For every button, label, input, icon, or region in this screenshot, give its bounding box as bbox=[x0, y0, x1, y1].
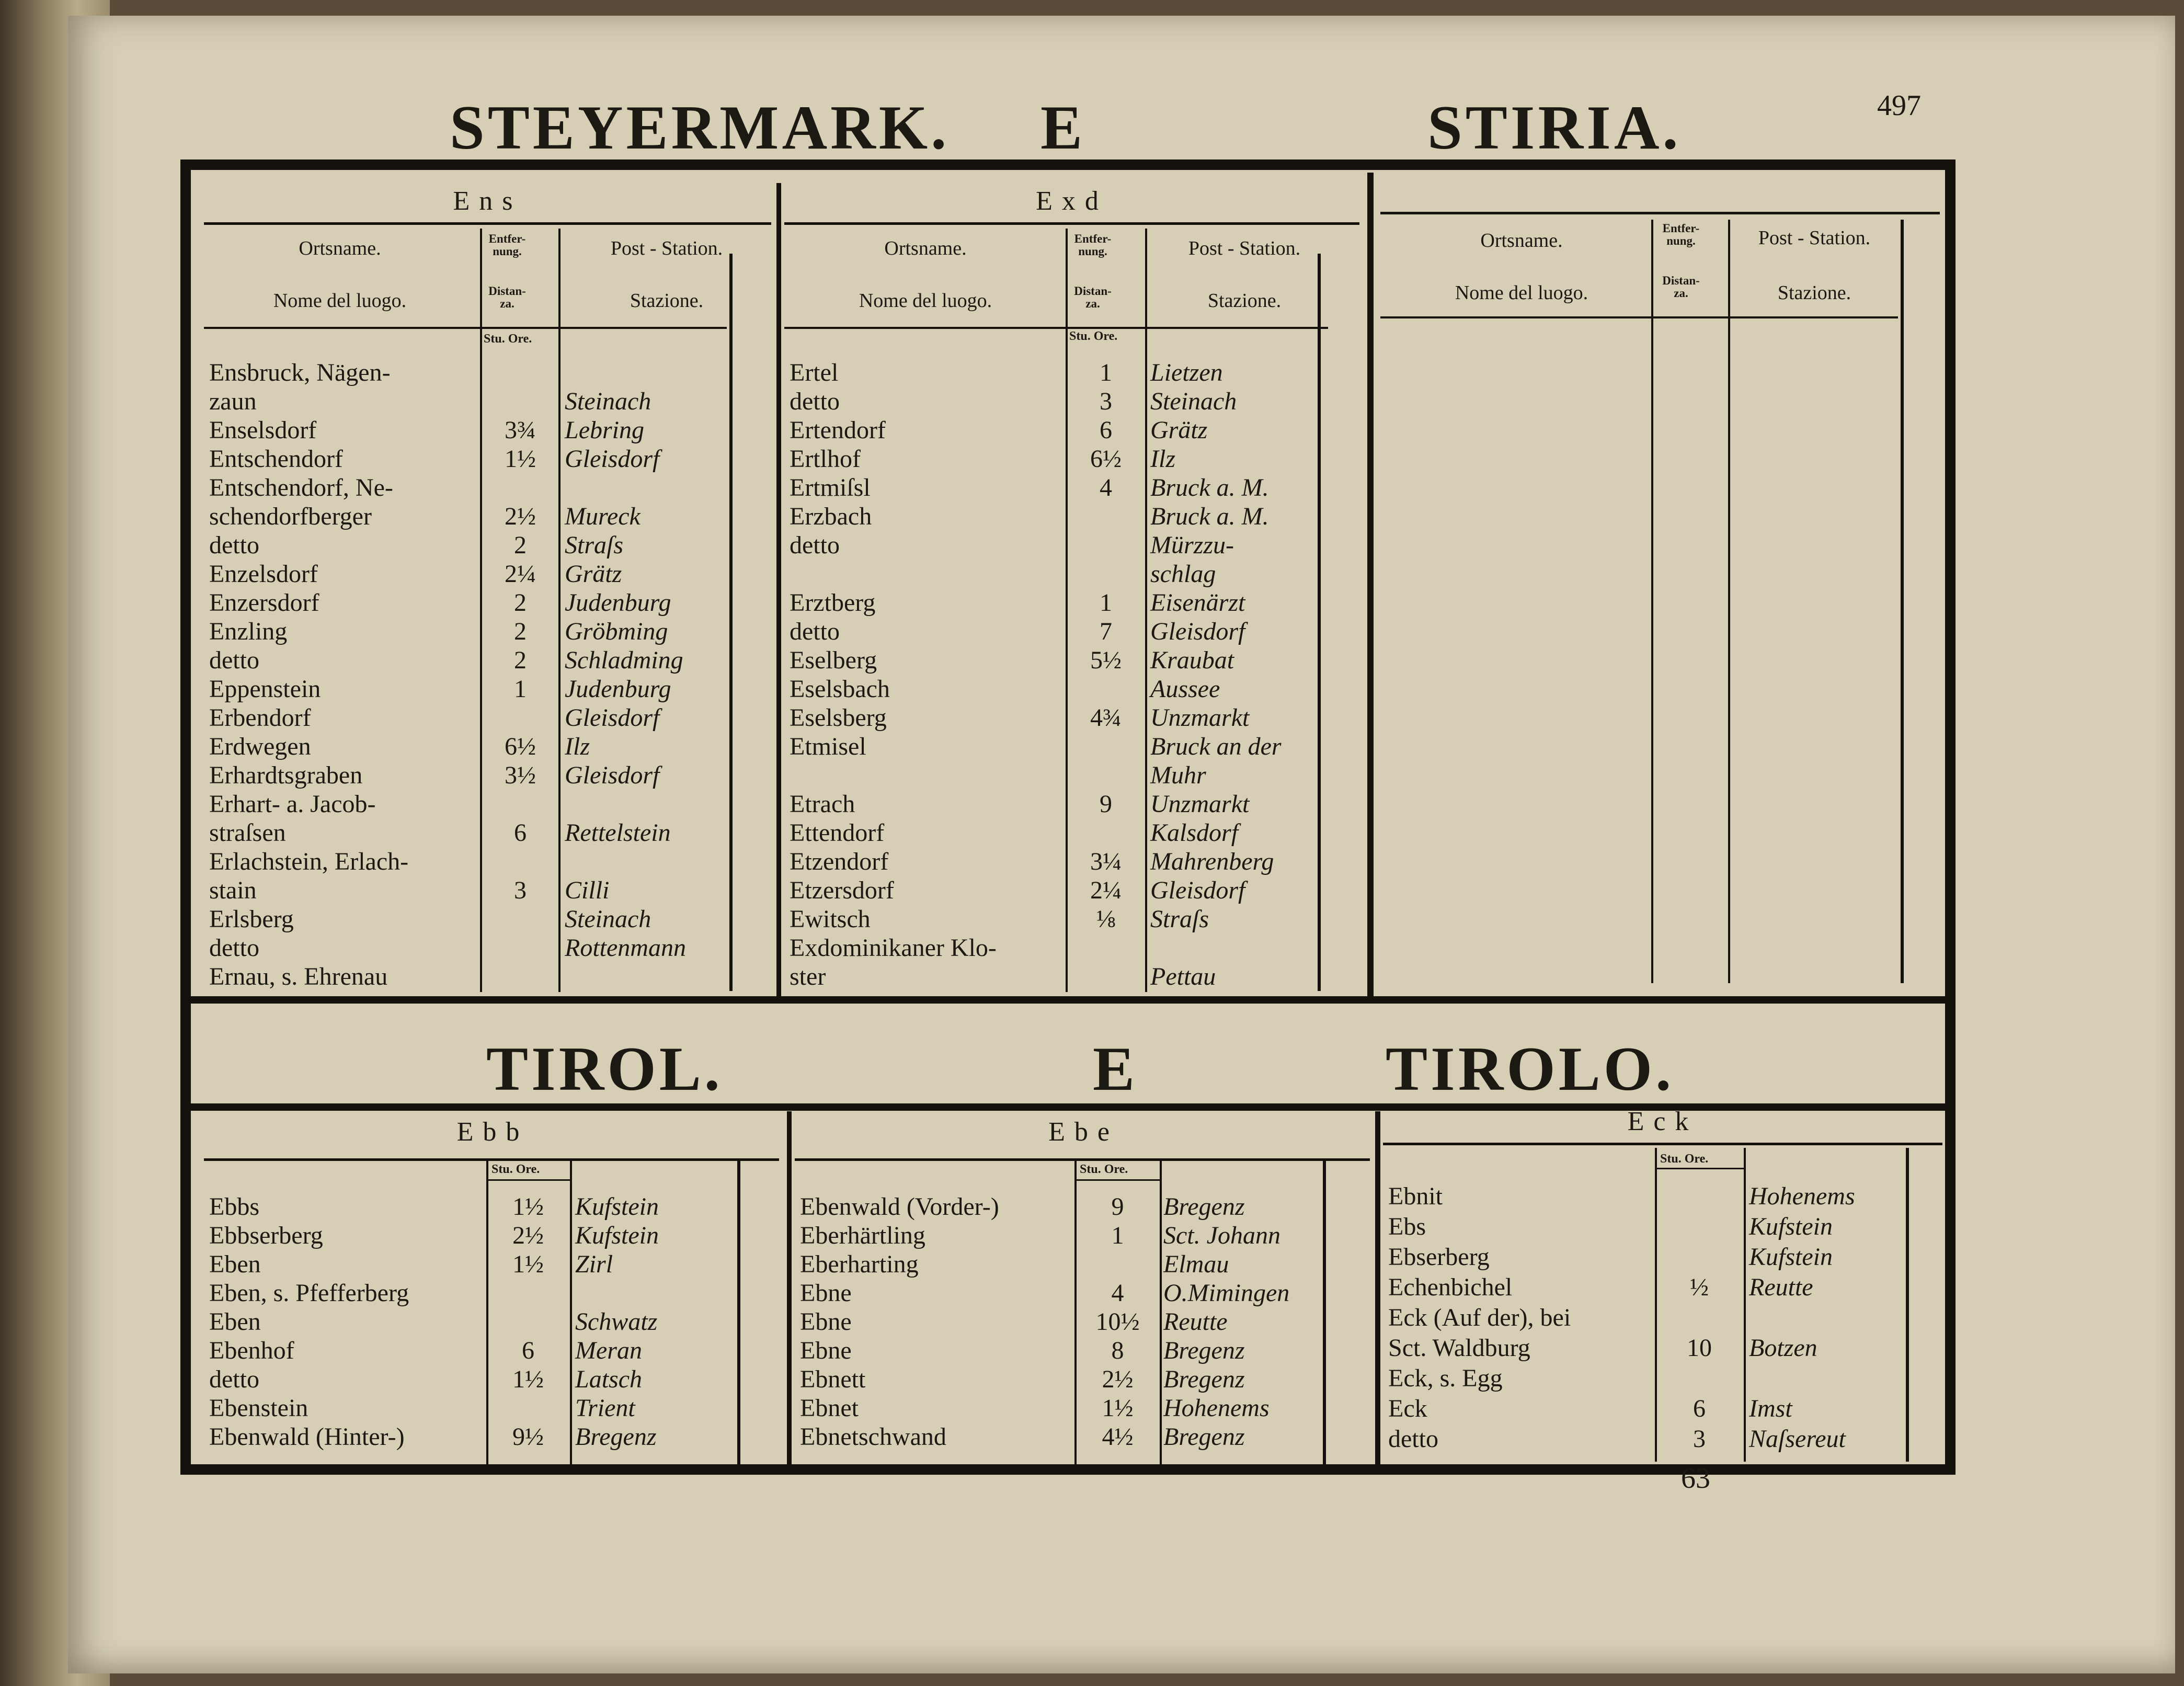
distance: 4 bbox=[1100, 474, 1112, 502]
place-name: zaun bbox=[209, 388, 257, 415]
page-number: 497 bbox=[1877, 89, 1921, 122]
place-name: Ebbs bbox=[209, 1193, 259, 1221]
post-station: Kalsdorf bbox=[1150, 819, 1239, 847]
place-name: detto bbox=[790, 388, 840, 415]
post-station: Schwatz bbox=[575, 1308, 658, 1336]
post-station: Unzmarkt bbox=[1150, 704, 1250, 732]
table-row bbox=[784, 531, 1359, 560]
place-name: Ebenhof bbox=[209, 1337, 294, 1364]
table-row bbox=[784, 761, 1359, 790]
post-station: Judenburg bbox=[565, 675, 671, 703]
post-station: Steinach bbox=[1150, 388, 1237, 415]
post-station: Steinach bbox=[565, 388, 651, 415]
distance: 8 bbox=[1111, 1337, 1124, 1364]
block-ebb bbox=[204, 1111, 782, 1467]
place-name: stain bbox=[209, 876, 257, 904]
place-name: Erlsberg bbox=[209, 905, 294, 933]
post-station: Bregenz bbox=[1163, 1423, 1245, 1451]
place-name: Ebnit bbox=[1388, 1182, 1443, 1210]
place-name: Ertel bbox=[790, 359, 839, 386]
table-row bbox=[204, 387, 771, 416]
post-station: Lebring bbox=[565, 416, 645, 444]
distance: 1½ bbox=[512, 1365, 544, 1393]
distance: 1½ bbox=[512, 1193, 544, 1221]
post-station: Kufstein bbox=[575, 1222, 659, 1249]
post-station: Elmau bbox=[1163, 1250, 1229, 1278]
rule-above-tirol bbox=[191, 996, 1945, 1004]
divider-lower-2 bbox=[1375, 1111, 1380, 1467]
stu-ore-label: Stu. Ore. bbox=[491, 1163, 540, 1176]
divider-upper-2 bbox=[1367, 173, 1374, 999]
place-name: Erhart- a. Jacob- bbox=[209, 790, 376, 818]
col-header-dist-it: Distan-za. bbox=[488, 284, 526, 311]
place-name: Ebnetschwand bbox=[800, 1423, 946, 1451]
post-station: Kufstein bbox=[1749, 1213, 1833, 1240]
stu-ore-label: Stu. Ore. bbox=[484, 332, 532, 346]
place-name: Ettendorf bbox=[790, 819, 885, 847]
place-name: detto bbox=[209, 646, 259, 674]
place-name: Exdominikaner Klo- bbox=[790, 934, 997, 962]
block-empty bbox=[1380, 180, 1940, 996]
place-name: Enselsdorf bbox=[209, 416, 317, 444]
distance: 1½ bbox=[512, 1250, 544, 1278]
post-station: Mürzzu- bbox=[1150, 531, 1234, 559]
distance: 3½ bbox=[505, 761, 536, 789]
post-station: Straſs bbox=[1150, 905, 1209, 933]
place-name: Echenbichel bbox=[1388, 1273, 1513, 1301]
place-name: Etzersdorf bbox=[790, 876, 894, 904]
place-name: Ebs bbox=[1388, 1213, 1426, 1240]
post-station: Latsch bbox=[575, 1365, 643, 1393]
table-row bbox=[795, 1279, 1373, 1308]
post-station: Meran bbox=[575, 1337, 642, 1364]
col-header-name-it: Nome del luogo. bbox=[273, 290, 407, 312]
table-row bbox=[784, 962, 1359, 992]
distance: 3¼ bbox=[1090, 848, 1122, 875]
post-station: Pettau bbox=[1150, 963, 1216, 990]
post-station: Mahrenberg bbox=[1150, 848, 1274, 875]
place-name: Eben, s. Pfefferberg bbox=[209, 1279, 409, 1307]
tirol-heading-letter: E bbox=[1093, 1034, 1138, 1103]
post-station: Bregenz bbox=[575, 1423, 657, 1451]
table-row bbox=[204, 1279, 782, 1308]
place-name: Ebenwald (Vorder-) bbox=[800, 1193, 999, 1221]
distance: 6½ bbox=[1090, 445, 1122, 473]
place-name: Ebne bbox=[800, 1337, 852, 1364]
post-station: Hohenems bbox=[1749, 1182, 1855, 1210]
signature-mark: 63 bbox=[1681, 1462, 1710, 1495]
post-station: Imst bbox=[1749, 1395, 1792, 1422]
place-name: Sct. Waldburg bbox=[1388, 1334, 1530, 1362]
distance: 2½ bbox=[1102, 1365, 1134, 1393]
place-name: Ebnett bbox=[800, 1365, 866, 1393]
distance: 6 bbox=[1693, 1395, 1706, 1422]
post-station: Steinach bbox=[565, 905, 651, 933]
table-row bbox=[204, 1422, 782, 1452]
table-row bbox=[204, 1307, 782, 1337]
place-name: Ebenwald (Hinter-) bbox=[209, 1423, 405, 1451]
place-name: Ebne bbox=[800, 1279, 852, 1307]
place-name: Erztberg bbox=[790, 589, 876, 617]
place-name: Eppenstein bbox=[209, 675, 321, 703]
post-station: Gleisdorf bbox=[1150, 618, 1245, 645]
table-row bbox=[204, 531, 771, 560]
post-station: Ilz bbox=[1150, 445, 1175, 473]
block-title: Ebe bbox=[1048, 1117, 1119, 1147]
place-name: Etzendorf bbox=[790, 848, 889, 875]
distance: 2 bbox=[514, 618, 527, 645]
table-row bbox=[204, 1221, 782, 1250]
table-row bbox=[204, 1250, 782, 1279]
place-name: Ewitsch bbox=[790, 905, 871, 933]
place-name: Ernau, s. Ehrenau bbox=[209, 963, 388, 990]
table-row bbox=[784, 560, 1359, 589]
table-row bbox=[784, 818, 1359, 848]
distance: 2 bbox=[514, 589, 527, 617]
post-station: Bruck an der bbox=[1150, 733, 1282, 760]
distance: 3 bbox=[1693, 1425, 1706, 1453]
distance: ⅛ bbox=[1096, 905, 1115, 933]
stu-ore-label: Stu. Ore. bbox=[1080, 1163, 1128, 1176]
place-name: Ertendorf bbox=[790, 416, 886, 444]
place-name: Eberhärtling bbox=[800, 1222, 925, 1249]
place-name: Ebnet bbox=[800, 1394, 859, 1422]
place-name: Ebbserberg bbox=[209, 1222, 323, 1249]
table-row bbox=[204, 1192, 782, 1222]
table-row bbox=[204, 761, 771, 790]
tirol-heading-right: TIROLO. bbox=[1386, 1034, 1675, 1103]
place-name: Entschendorf bbox=[209, 445, 343, 473]
col-header-name-de: Ortsname. bbox=[299, 237, 381, 259]
distance: 10 bbox=[1687, 1334, 1712, 1362]
place-name: Ertlhof bbox=[790, 445, 861, 473]
distance: 6 bbox=[1100, 416, 1112, 444]
distance: 6 bbox=[514, 819, 527, 847]
table-row bbox=[795, 1394, 1373, 1423]
post-station: Grätz bbox=[1150, 416, 1208, 444]
table-row bbox=[1383, 1273, 1942, 1302]
table-row bbox=[204, 675, 771, 704]
distance: 1½ bbox=[1102, 1394, 1134, 1422]
block-exd bbox=[784, 180, 1359, 996]
table-row bbox=[204, 905, 771, 934]
place-name: ster bbox=[790, 963, 826, 990]
place-name: detto bbox=[790, 531, 840, 559]
distance: 3 bbox=[514, 876, 527, 904]
heading-letter: E bbox=[1040, 93, 1086, 162]
table-row bbox=[784, 387, 1359, 416]
place-name: Ebne bbox=[800, 1308, 852, 1336]
heading-left: STEYERMARK. bbox=[450, 93, 950, 162]
distance: 2¼ bbox=[505, 560, 536, 588]
distance: 2½ bbox=[512, 1222, 544, 1249]
stu-ore-label: Stu. Ore. bbox=[1660, 1152, 1709, 1166]
post-station: Bregenz bbox=[1163, 1193, 1245, 1221]
place-name: Eck (Auf der), bei bbox=[1388, 1304, 1571, 1331]
post-station: Judenburg bbox=[565, 589, 671, 617]
table-row bbox=[204, 818, 771, 848]
post-station: Kraubat bbox=[1150, 646, 1234, 674]
col-header-dist-de: Entfer-nung. bbox=[488, 232, 526, 258]
distance: 1 bbox=[514, 675, 527, 703]
post-station: Gleisdorf bbox=[1150, 876, 1245, 904]
divider-upper-1 bbox=[776, 183, 781, 999]
distance: 9 bbox=[1100, 790, 1112, 818]
post-station: Kufstein bbox=[575, 1193, 659, 1221]
place-name: Erhardtsgraben bbox=[209, 761, 363, 789]
table-row bbox=[795, 1250, 1373, 1279]
table-row bbox=[1383, 1212, 1942, 1241]
place-name: Erdwegen bbox=[209, 733, 311, 760]
table-row bbox=[204, 790, 771, 819]
table-row bbox=[1383, 1425, 1942, 1454]
place-name: Ensbruck, Nägen- bbox=[209, 359, 391, 386]
table-row bbox=[204, 416, 771, 445]
table-row bbox=[784, 847, 1359, 876]
distance: 3¾ bbox=[505, 416, 536, 444]
place-name: schendorfberger bbox=[209, 503, 372, 530]
block-ens bbox=[204, 180, 771, 996]
place-name: detto bbox=[790, 618, 840, 645]
post-station: Bregenz bbox=[1163, 1337, 1245, 1364]
place-name: detto bbox=[209, 934, 259, 962]
distance: 1 bbox=[1100, 359, 1112, 386]
col-header-post-it: Stazione. bbox=[630, 290, 704, 312]
place-name: Ebenstein bbox=[209, 1394, 308, 1422]
distance: 9 bbox=[1111, 1193, 1124, 1221]
table-row bbox=[784, 876, 1359, 905]
distance: ½ bbox=[1690, 1273, 1709, 1301]
distance: 7 bbox=[1100, 618, 1112, 645]
table-row bbox=[1383, 1334, 1942, 1363]
table-row bbox=[784, 502, 1359, 531]
table-row bbox=[784, 416, 1359, 445]
block-title: Exd bbox=[1036, 186, 1108, 216]
place-name: Eck, s. Egg bbox=[1388, 1364, 1503, 1392]
col-header-dist-it: Distan-za. bbox=[1662, 274, 1700, 300]
table-row bbox=[204, 876, 771, 905]
post-station: Bruck a. M. bbox=[1150, 503, 1269, 530]
post-station: Naſsereut bbox=[1749, 1425, 1846, 1453]
distance: 4½ bbox=[1102, 1423, 1134, 1451]
post-station: Aussee bbox=[1150, 675, 1220, 703]
table-row bbox=[784, 358, 1359, 388]
distance: 1½ bbox=[505, 445, 536, 473]
table-row bbox=[204, 560, 771, 589]
post-station: Straſs bbox=[565, 531, 624, 559]
table-row bbox=[784, 790, 1359, 819]
col-header-post-it: Stazione. bbox=[1777, 282, 1851, 304]
stu-ore-label: Stu. Ore. bbox=[1069, 329, 1118, 343]
table-row bbox=[204, 502, 771, 531]
table-row bbox=[784, 588, 1359, 618]
table-row bbox=[784, 646, 1359, 675]
col-header-post-de: Post - Station. bbox=[610, 237, 723, 259]
col-header-name-de: Ortsname. bbox=[1480, 230, 1563, 252]
place-name: Etmisel bbox=[790, 733, 866, 760]
post-station: Mureck bbox=[565, 503, 641, 530]
post-station: Ilz bbox=[565, 733, 590, 760]
col-header-name-de: Ortsname. bbox=[884, 237, 967, 259]
table-row bbox=[204, 473, 771, 503]
place-name: Entschendorf, Ne- bbox=[209, 474, 393, 502]
divider-lower-1 bbox=[787, 1111, 792, 1467]
table-row bbox=[784, 703, 1359, 733]
place-name: Eck bbox=[1388, 1395, 1427, 1422]
post-station: Bregenz bbox=[1163, 1365, 1245, 1393]
table-row bbox=[784, 617, 1359, 646]
place-name: Eben bbox=[209, 1250, 261, 1278]
table-row bbox=[1383, 1243, 1942, 1272]
place-name: Etrach bbox=[790, 790, 855, 818]
distance: 3 bbox=[1100, 388, 1112, 415]
table-row bbox=[204, 617, 771, 646]
post-station: Kufstein bbox=[1749, 1243, 1833, 1271]
distance: 1 bbox=[1111, 1222, 1124, 1249]
post-station: Cilli bbox=[565, 876, 610, 904]
place-name: straſsen bbox=[209, 819, 286, 847]
table-row bbox=[795, 1365, 1373, 1394]
table-row bbox=[204, 703, 771, 733]
distance: 2 bbox=[514, 531, 527, 559]
distance: 1 bbox=[1100, 589, 1112, 617]
distance: 2 bbox=[514, 646, 527, 674]
place-name: Enzling bbox=[209, 618, 288, 645]
place-name: Ebserberg bbox=[1388, 1243, 1490, 1271]
block-title: Eck bbox=[1627, 1107, 1698, 1136]
tirol-heading-left: TIROL. bbox=[486, 1034, 723, 1103]
table-row bbox=[784, 445, 1359, 474]
table-row bbox=[784, 732, 1359, 761]
post-station: Grätz bbox=[565, 560, 622, 588]
table-row bbox=[1383, 1364, 1942, 1393]
post-station: Muhr bbox=[1150, 761, 1206, 789]
col-header-dist-it: Distan-za. bbox=[1074, 284, 1112, 311]
post-station: Gleisdorf bbox=[565, 761, 660, 789]
distance: 9½ bbox=[512, 1423, 544, 1451]
table-row bbox=[204, 646, 771, 675]
distance: 2¼ bbox=[1090, 876, 1122, 904]
place-name: Erbendorf bbox=[209, 704, 311, 732]
col-header-dist-de: Entfer-nung. bbox=[1074, 232, 1112, 258]
table-row bbox=[204, 445, 771, 474]
place-name: Enzelsdorf bbox=[209, 560, 318, 588]
place-name: detto bbox=[209, 1365, 259, 1393]
post-station: Schladming bbox=[565, 646, 683, 674]
post-station: Bruck a. M. bbox=[1150, 474, 1269, 502]
table-row bbox=[204, 588, 771, 618]
table-row bbox=[784, 473, 1359, 503]
post-station: O.Mimingen bbox=[1163, 1279, 1290, 1307]
place-name: Eselberg bbox=[790, 646, 877, 674]
distance: 4¾ bbox=[1090, 704, 1122, 732]
table-row bbox=[795, 1221, 1373, 1250]
place-name: Eberharting bbox=[800, 1250, 919, 1278]
post-station: Eisenärzt bbox=[1150, 589, 1245, 617]
block-eck bbox=[1383, 1101, 1942, 1467]
distance: 4 bbox=[1111, 1279, 1124, 1307]
table-row bbox=[795, 1307, 1373, 1337]
place-name: detto bbox=[209, 531, 259, 559]
table-row bbox=[1383, 1182, 1942, 1211]
distance: 5½ bbox=[1090, 646, 1122, 674]
post-station: Gleisdorf bbox=[565, 704, 660, 732]
table-row bbox=[204, 1365, 782, 1394]
place-name: Eselsberg bbox=[790, 704, 887, 732]
place-name: Enzersdorf bbox=[209, 589, 319, 617]
table-row bbox=[204, 933, 771, 963]
table-row bbox=[795, 1192, 1373, 1222]
table-row bbox=[204, 732, 771, 761]
table-row bbox=[784, 933, 1359, 963]
distance: 6 bbox=[522, 1337, 534, 1364]
col-header-post-de: Post - Station. bbox=[1188, 237, 1301, 259]
post-station: schlag bbox=[1150, 560, 1216, 588]
table-row bbox=[784, 905, 1359, 934]
place-name: Eben bbox=[209, 1308, 261, 1336]
post-station: Gröbming bbox=[565, 618, 668, 645]
post-station: Rettelstein bbox=[565, 819, 671, 847]
place-name: Ertmiſsl bbox=[790, 474, 871, 502]
place-name: Erlachstein, Erlach- bbox=[209, 848, 409, 875]
distance: 6½ bbox=[505, 733, 536, 760]
table-row bbox=[204, 358, 771, 388]
place-name: detto bbox=[1388, 1425, 1438, 1453]
distance: 2½ bbox=[505, 503, 536, 530]
post-station: Reutte bbox=[1749, 1273, 1813, 1301]
post-station: Sct. Johann bbox=[1163, 1222, 1280, 1249]
col-header-dist-de: Entfer-nung. bbox=[1662, 222, 1700, 248]
table-row bbox=[204, 1394, 782, 1423]
block-ebe bbox=[795, 1111, 1373, 1467]
table-row bbox=[1383, 1394, 1942, 1423]
post-station: Rottenmann bbox=[565, 934, 686, 962]
block-title: Ens bbox=[453, 186, 522, 216]
distance: 10½ bbox=[1095, 1308, 1140, 1336]
col-header-post-de: Post - Station. bbox=[1758, 227, 1871, 249]
place-name: Eselsbach bbox=[790, 675, 890, 703]
table-row bbox=[784, 675, 1359, 704]
table-row bbox=[795, 1422, 1373, 1452]
post-station: Hohenems bbox=[1163, 1394, 1270, 1422]
col-header-post-it: Stazione. bbox=[1207, 290, 1282, 312]
table-row bbox=[204, 847, 771, 876]
table-row bbox=[795, 1336, 1373, 1365]
table-row bbox=[204, 962, 771, 992]
col-header-name-it: Nome del luogo. bbox=[859, 290, 992, 312]
place-name: Erzbach bbox=[790, 503, 872, 530]
post-station: Reutte bbox=[1163, 1308, 1228, 1336]
block-title: Ebb bbox=[456, 1117, 529, 1147]
heading-right: STIRIA. bbox=[1427, 93, 1682, 162]
post-station: Lietzen bbox=[1150, 359, 1223, 386]
post-station: Botzen bbox=[1749, 1334, 1817, 1362]
post-station: Unzmarkt bbox=[1150, 790, 1250, 818]
table-row bbox=[1383, 1303, 1942, 1332]
table-row bbox=[204, 1336, 782, 1365]
post-station: Gleisdorf bbox=[565, 445, 660, 473]
post-station: Trient bbox=[575, 1394, 635, 1422]
post-station: Zirl bbox=[575, 1250, 613, 1278]
col-header-name-it: Nome del luogo. bbox=[1455, 282, 1588, 304]
